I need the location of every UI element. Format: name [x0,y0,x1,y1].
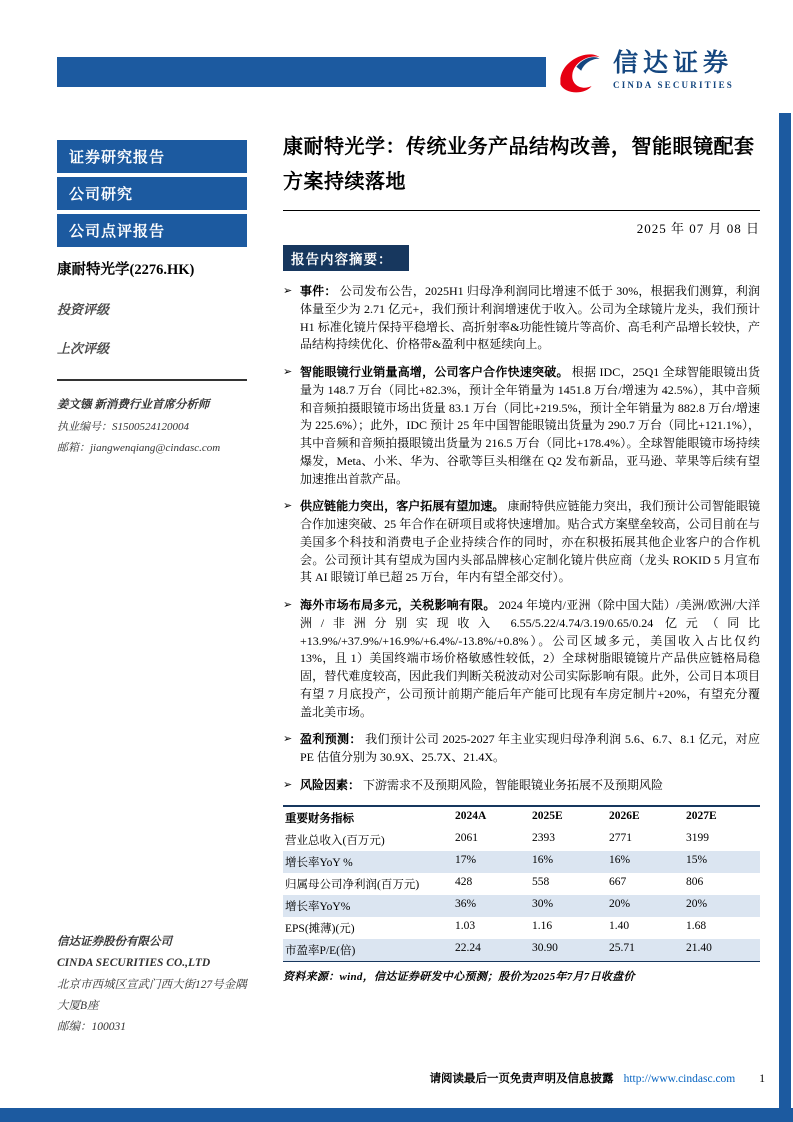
cell-value: 2393 [532,831,555,844]
table-header-2026e: 2026E [609,809,640,822]
page-footer [430,1070,765,1086]
cell-value: 21.40 [686,941,712,954]
cinda-swoosh-icon [552,46,604,94]
report-date: 2025 年 07 月 08 日 [636,221,760,236]
sidebar-box-report-type: 证券研究报告 [57,140,247,173]
table-row [283,917,760,939]
row-label: 营业总收入(百万元) [285,834,385,847]
table-row [283,895,760,917]
paragraph-smart-glasses [283,364,760,488]
cell-value: 2061 [455,831,478,844]
cinda-logo [552,46,734,94]
right-blue-bar [779,113,791,1122]
row-label: 归属母公司净利润(百万元) [285,878,420,891]
analyst-info [57,395,247,459]
brand-name-en: CINDA SECURITIES [613,80,734,91]
cell-value: 428 [455,875,473,888]
cell-value: 806 [686,875,704,888]
table-row [283,873,760,895]
paragraph-text: 下游需求不及预期风险，智能眼镜业务拓展不及预期风险 [363,777,664,792]
cell-value: 16% [532,853,554,866]
bullet-arrow-icon: ➢ [283,366,293,378]
summary-paragraphs [283,283,760,795]
rating-label: 投资评级 [57,302,110,317]
analyst-license: 执业编号：S1500524120004 [57,420,189,433]
table-header-2027e: 2027E [686,809,717,822]
paragraph-overseas [283,597,760,721]
table-header-metric: 重要财务指标 [285,812,354,825]
financial-table [283,805,760,962]
row-label: 增长率YoY % [285,856,353,869]
table-row [283,829,760,851]
top-blue-bar [57,57,546,87]
paragraph-lead: 风险因素： [300,777,361,792]
table-row [283,939,760,962]
paragraph-risk-factors [283,777,760,795]
paragraph-lead: 盈利预测： [300,732,362,747]
row-label: EPS(摊薄)(元) [285,922,355,935]
cell-value: 1.16 [532,919,553,932]
company-name-en: CINDA SECURITIES CO.,LTD [57,957,211,970]
paragraph-lead: 供应链能力突出，客户拓展有望加速。 [300,499,505,514]
bullet-arrow-icon: ➢ [283,599,293,611]
main-content [283,130,760,984]
bullet-arrow-icon: ➢ [283,500,293,513]
company-name-cn: 信达证券股份有限公司 [57,936,172,948]
cell-value: 20% [609,897,631,910]
analyst-name: 姜文镪 新消费行业首席分析师 [57,399,210,411]
paragraph-text: 康耐特供应链能力突出，我们预计公司智能眼镜合作加速突破、25 年合作在研项目或将快速增加。贴合式方案壁垒较高，公司目前在与美国多个科技和消费电子企业持续合作的同时，亦在积极拓展其他企业客户的合作机会。公司预计其有望成为国内头部品牌核心定制化镜片供应商（龙头 ROKID 5 月宣布其 AI 眼镜订单已超 25 万台，年内有望全部交付）。 [300,499,760,585]
company-address: 北京市西城区宣武门西大街127号金隅大厦B座 [57,978,247,1012]
bullet-arrow-icon: ➢ [283,285,293,297]
bullet-arrow-icon: ➢ [283,733,293,746]
company-info [57,932,249,1038]
bottom-blue-bar [0,1108,793,1122]
disclaimer-text: 请阅读最后一页免责声明及信息披露 [429,1073,614,1085]
title-divider [283,210,760,211]
page-title: 康耐特光学：传统业务产品结构改善，智能眼镜配套方案持续落地 [283,136,755,193]
logo-text [613,50,734,91]
paragraph-lead: 事件： [300,284,337,298]
cell-value: 22.24 [455,941,481,954]
table-header-2024a: 2024A [455,809,487,822]
paragraph-lead: 智能眼镜行业销量高增，公司客户合作快速突破。 [300,365,569,379]
table-header-row [283,806,760,829]
cell-value: 36% [455,897,477,910]
cell-value: 2771 [609,831,632,844]
paragraph-lead: 海外市场布局多元，关税影响有限。 [300,598,496,612]
paragraph-supply-chain [283,498,760,587]
row-label: 市盈率P/E(倍) [285,944,356,957]
cell-value: 1.03 [455,919,476,932]
analyst-email: 邮箱：jiangwenqiang@cindasc.com [57,441,221,454]
paragraph-profit-forecast [283,731,760,767]
sidebar [57,140,247,459]
paragraph-text: 2024 年境内/亚洲（除中国大陆）/美洲/欧洲/大洋洲/非洲分别实现收入 6.55/5.22/4.74/3.19/0.65/0.24 亿元（同比+13.9%/+37.9%/+16.9%/+6.4%/-13.8%/+0.8%）。公司区域多元，美国收入占比仅约 13%，且 1）美国终端市场价格敏感性较低，2）全球树脂眼镜镜片产品供应链格局稳固，替代难度较高，因此我们判断关税波动对公司实际影响有限。此外，公司日本项目有望 7 月底投产，公司预计前期产能后年产能可比现有车房定制片+20%，有望充分覆盖北美市场。 [300,598,760,719]
brand-name-cn: 信达证券 [613,49,734,77]
paragraph-text: 我们预计公司 2025-2027 年主业实现归母净利润 5.6、6.7、8.1 亿元，对应 PE 估值分别为 30.9X、25.7X、21.4X。 [300,732,760,764]
table-row [283,851,760,873]
row-label: 增长率YoY% [285,900,351,913]
table-source-note: 资料来源：wind，信达证券研发中心预测；股价为2025年7月7日收盘价 [283,970,635,983]
cell-value: 667 [609,875,627,888]
sidebar-box-comment-type: 公司点评报告 [57,214,247,247]
sidebar-divider [57,379,247,381]
cell-value: 30.90 [532,941,558,954]
cindasc-link[interactable]: http://www.cindasc.com [623,1073,736,1085]
prev-rating-label: 上次评级 [57,341,110,356]
stock-name: 康耐特光学(2276.HK) [57,262,195,278]
paragraph-event [283,283,760,354]
table-header-2025e: 2025E [532,809,563,822]
company-postcode: 邮编：100031 [57,1021,126,1034]
cell-value: 20% [686,897,708,910]
bullet-arrow-icon: ➢ [283,778,293,791]
cell-value: 30% [532,897,554,910]
cell-value: 1.68 [686,919,707,932]
paragraph-text: 公司发布公告，2025H1 归母净利润同比增速不低于 30%，根据我们测算，利润体量至少为 2.71 亿元+，我们预计利润增速优于收入。公司为全球镜片龙头，我们预计 H1 标准化镜片保持平稳增长、高折射率&功能性镜片等高价、高毛利产品增长较快，产品结构持续优化、价格带&盈利中枢延续向上。 [300,284,760,352]
sidebar-box-research-type: 公司研究 [57,177,247,210]
paragraph-text: 根据 IDC，25Q1 全球智能眼镜出货量为 148.7 万台（同比+82.3%，预计全年销量为 1451.8 万台/增速为 42.5%），其中音频和音频拍摄眼镜市场出货量 83.1 万台（同比+219.5%，预计全年销量为 882.8 万台/增速为 225.6%）；此外，IDC 预计 25 年中国智能眼镜出货量为 290.7 万台（同比+121.1%），其中音频和音频拍摄眼镜出货量为 216.5 万台（同比+178.4%）。全球智能眼镜市场持续爆发，Meta、小米、华为、谷歌等巨头相继在 Q2 发布新品，亚马逊、苹果等后续有望加速推出首款产品。 [300,365,760,486]
summary-header: 报告内容摘要： [283,245,409,271]
cell-value: 1.40 [609,919,630,932]
cell-value: 558 [532,875,550,888]
cell-value: 16% [609,853,631,866]
cell-value: 17% [455,853,477,866]
page-number: 1 [759,1073,765,1085]
cell-value: 25.71 [609,941,635,954]
cell-value: 3199 [686,831,709,844]
cell-value: 15% [686,853,708,866]
